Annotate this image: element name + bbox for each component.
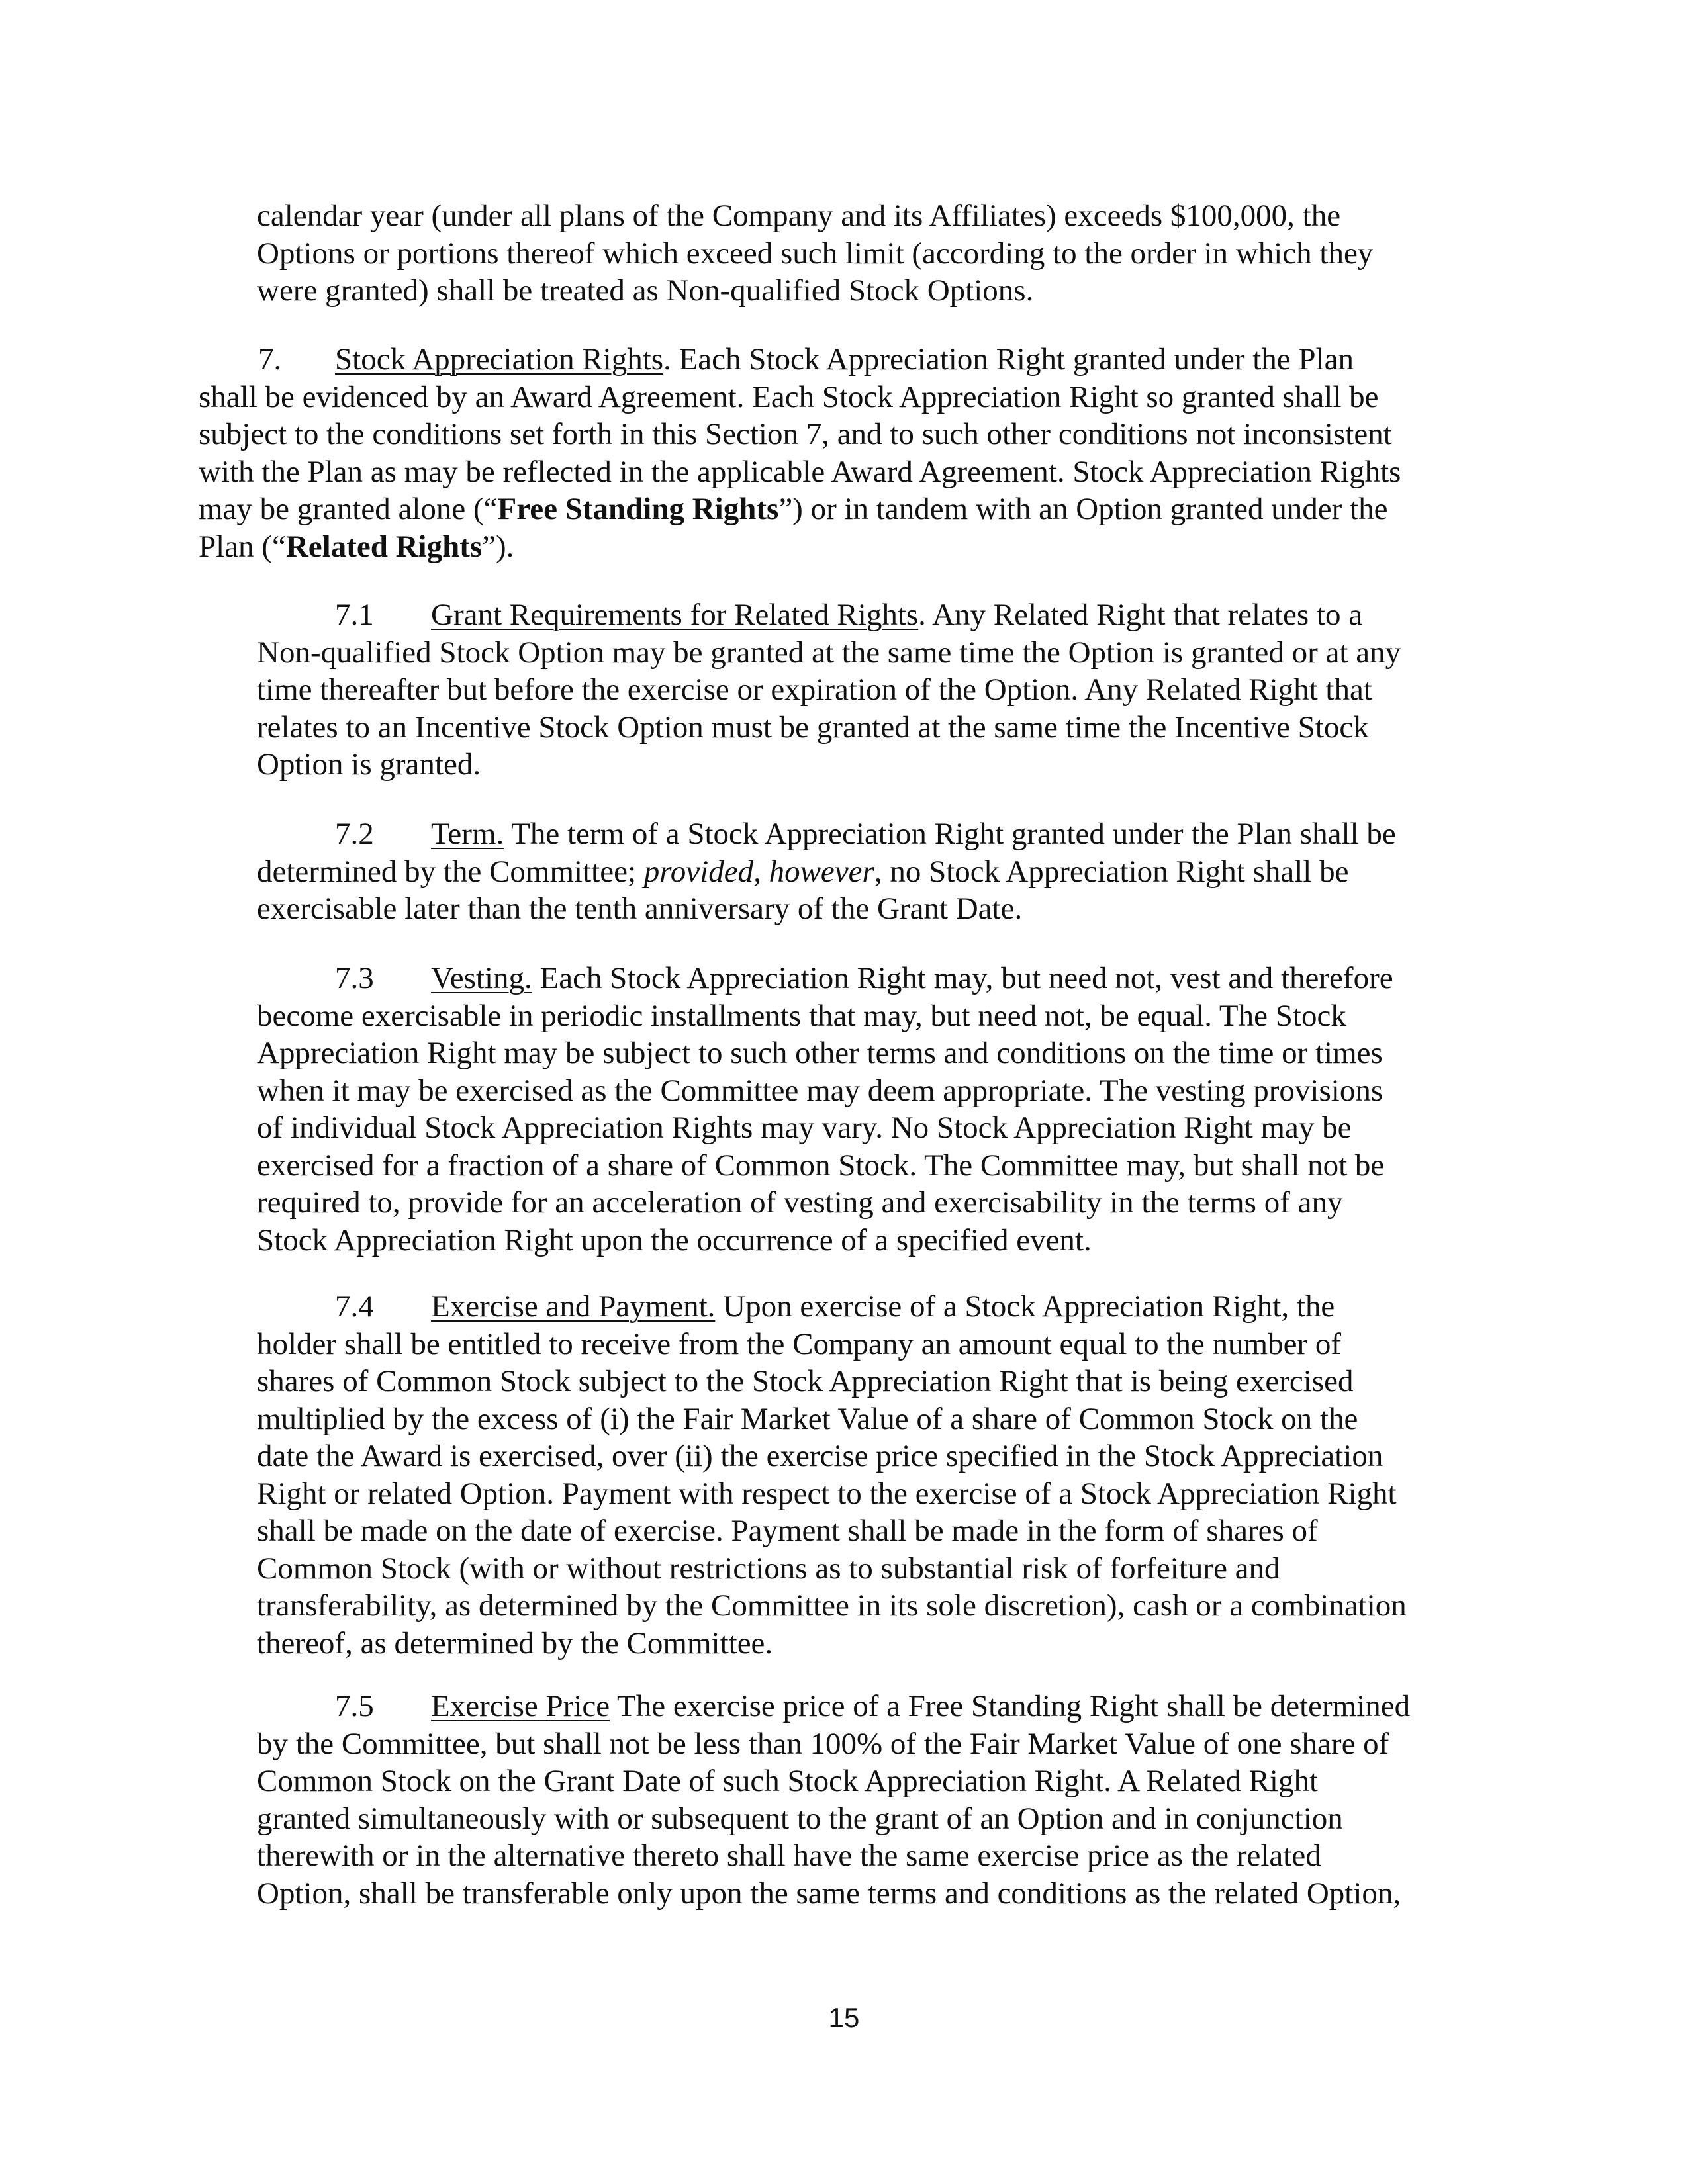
paragraph-line: Stock Appreciation Right upon the occurrence of a specified event. — [257, 1222, 1092, 1257]
paragraph-text: . Each Stock Appreciation Right granted under the Plan — [663, 342, 1354, 377]
paragraph-line: multiplied by the excess of (i) the Fair Market Value of a share of Common Stock on the — [257, 1401, 1358, 1436]
paragraph-text: The term of a Stock Appreciation Right granted under the Plan shall be — [504, 817, 1396, 851]
paragraph-text: . Any Related Right that relates to a — [918, 598, 1363, 632]
paragraph-text: , no Stock Appreciation Right shall be — [874, 854, 1349, 889]
paragraph-line: Right or related Option. Payment with respect to the exercise of a Stock Appreciation Right — [257, 1476, 1397, 1511]
paragraph-line: when it may be exercised as the Committee may deem appropriate. The vesting provisions — [257, 1073, 1383, 1108]
paragraph-line: shares of Common Stock subject to the Stock Appreciation Right that is being exercised — [257, 1364, 1354, 1398]
paragraph-line: relates to an Incentive Stock Option must be granted at the same time the Incentive Stock — [257, 709, 1369, 745]
paragraph-line: holder shall be entitled to receive from the Company an amount equal to the number of — [257, 1326, 1341, 1361]
paragraph-text: Plan (“ — [199, 529, 286, 564]
paragraph-line: Option, shall be transferable only upon the same terms and conditions as the related Option, — [257, 1876, 1401, 1911]
paragraph-text: Each Stock Appreciation Right may, but need not, vest and therefore — [532, 961, 1393, 995]
section-7-3-number: 7.3 — [335, 961, 374, 995]
paragraph-line: transferability, as determined by the Committee in its sole discretion), cash or a combination — [257, 1588, 1407, 1623]
paragraph-line: of individual Stock Appreciation Rights may vary. No Stock Appreciation Right may be — [257, 1111, 1352, 1145]
paragraph-line: date the Award is exercised, over (ii) the exercise price specified in the Stock Appreciation — [257, 1439, 1383, 1473]
section-7-5-heading: Exercise Price — [431, 1689, 610, 1723]
paragraph-line: Options or portions thereof which exceed such limit (according to the order in which they — [257, 236, 1374, 271]
section-7-5-paragraph — [257, 1688, 1410, 1912]
paragraph-text: Upon exercise of a Stock Appreciation Right, the — [715, 1289, 1335, 1324]
paragraph-text: The exercise price of a Free Standing Right shall be determined — [610, 1689, 1411, 1723]
paragraph-line: become exercisable in periodic installments that may, but need not, be equal. The Stock — [257, 998, 1346, 1033]
paragraph-text: ”) or in tandem with an Option granted under the — [778, 492, 1388, 526]
paragraph-line: required to, provide for an acceleration of vesting and exercisability in the terms of any — [257, 1185, 1343, 1220]
section-7-2-heading: Term. — [431, 817, 504, 851]
paragraph-line: Non-qualified Stock Option may be granted at the same time the Option is granted or at any — [257, 635, 1401, 670]
section-7-3-paragraph — [257, 960, 1393, 1259]
paragraph-line: exercisable later than the tenth anniversary of the Grant Date. — [257, 891, 1023, 926]
paragraph-line: were granted) shall be treated as Non-qualified Stock Options. — [257, 273, 1034, 308]
paragraph-line: thereof, as determined by the Committee. — [257, 1625, 773, 1661]
section-7-1-paragraph — [257, 596, 1401, 784]
section-7-2-paragraph — [257, 815, 1396, 928]
section-7-5-number: 7.5 — [335, 1689, 374, 1723]
paragraph-line: by the Committee, but shall not be less than 100% of the Fair Market Value of one share of — [257, 1726, 1389, 1761]
paragraph-line: Common Stock (with or without restrictions as to substantial risk of forfeiture and — [257, 1551, 1280, 1586]
paragraph-line: with the Plan as may be reflected in the applicable Award Agreement. Stock Appreciation Rights — [199, 454, 1401, 489]
paragraph-line: therewith or in the alternative thereto shall have the same exercise price as the related — [257, 1839, 1321, 1873]
section-7-number: 7. — [258, 342, 282, 377]
section-7-3-heading: Vesting. — [431, 961, 532, 995]
italic-proviso: provided, however — [643, 854, 874, 889]
section-7-1-number: 7.1 — [335, 598, 374, 632]
section-7-4-paragraph — [257, 1288, 1407, 1662]
paragraph-line: shall be made on the date of exercise. Payment shall be made in the form of shares of — [257, 1514, 1318, 1548]
paragraph-line: Option is granted. — [257, 747, 481, 782]
paragraph-text: ”). — [482, 529, 514, 564]
page-number: 15 — [828, 2002, 860, 2033]
section-7-4-heading: Exercise and Payment. — [431, 1289, 716, 1324]
paragraph-line: Common Stock on the Grant Date of such Stock Appreciation Right. A Related Right — [257, 1764, 1319, 1798]
paragraph-text: may be granted alone (“ — [199, 492, 498, 526]
paragraph-text: determined by the Committee; — [257, 854, 644, 889]
paragraph-line: granted simultaneously with or subsequent to the grant of an Option and in conjunction — [257, 1801, 1343, 1836]
defined-term-related-rights: Related Rights — [285, 529, 483, 564]
defined-term-free-standing-rights: Free Standing Rights — [497, 492, 779, 526]
section-7-2-number: 7.2 — [335, 817, 374, 851]
paragraph-line: Appreciation Right may be subject to such other terms and conditions on the time or times — [257, 1036, 1383, 1070]
continuation-paragraph — [257, 197, 1373, 310]
section-7-heading: Stock Appreciation Rights — [335, 342, 664, 377]
paragraph-line: shall be evidenced by an Award Agreement. Each Stock Appreciation Right so granted shall be — [199, 379, 1379, 414]
section-7-1-heading: Grant Requirements for Related Rights — [431, 598, 919, 632]
section-7-4-number: 7.4 — [335, 1289, 374, 1324]
paragraph-line: subject to the conditions set forth in this Section 7, and to such other conditions not inconsistent — [199, 417, 1392, 451]
paragraph-line: time thereafter but before the exercise or expiration of the Option. Any Related Right that — [257, 672, 1372, 707]
section-7-paragraph — [199, 341, 1401, 565]
paragraph-line: exercised for a fraction of a share of Common Stock. The Committee may, but shall not be — [257, 1148, 1385, 1183]
paragraph-line: calendar year (under all plans of the Company and its Affiliates) exceeds $100,000, the — [257, 199, 1341, 233]
